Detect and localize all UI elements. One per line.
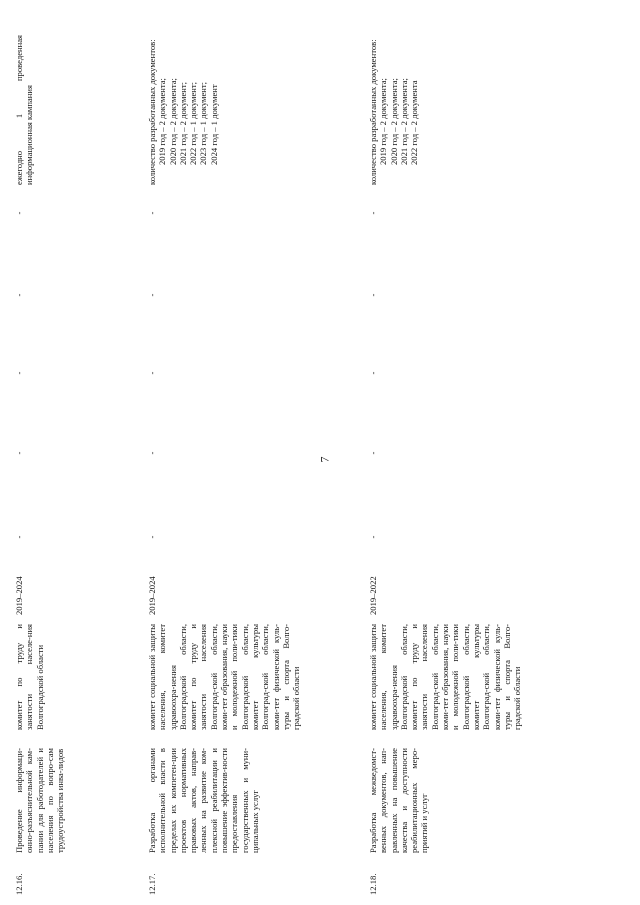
dash-cell: - [147,535,157,539]
executor: комитет социальной защиты населения, комитет здравоохра-нения Волгоградской области, комитет по труду и занятости населения Волгоград-ской области, коми-тет образования, науки и молодежной поли-тики Волгоградской области, комитет культуры Волгоград-ской области, коми-тет физической куль-туры и спорта Волго-градской области [147,624,302,730]
indicator [368,35,419,185]
dash-cell: - [14,535,24,539]
dash-cell: - [368,293,378,297]
term: 2019–2024 [147,576,157,615]
indicator-line: количество разработанных документов: [368,39,378,185]
executor: комитет по труду и занятости населе-ния Волгоградской области [14,624,45,730]
activity-name: Разработка межведомст-венных документов, нап-равленных на повышение качества и доступности реабилитационных меро-приятий и услуг [368,748,430,853]
row-number: 12.18. [368,873,378,895]
activity-name: Разработка органами исполнительной власти в пределах их компетен-ции проектов нормативных правовых актов, направ-ленных на развитие ком-плексной реабилитации и повышение эффектив-ности предоставления государственных и муни-ципальных услуг [147,748,260,853]
executor: комитет социальной защиты населения, комитет здравоохра-нения Волгоградской области, комитет по труду и занятости населения Волгоград-ской области, коми-тет образования, науки и молодежной поли-тики Волгоградской области, комитет культуры Волгоград-ской области, коми-тет физической куль-туры и спорта Волго-градской области [368,624,523,730]
term: 2019–2022 [368,576,378,615]
indicator-line: 2019 год – 2 документа; [157,78,168,165]
dash-cell: - [14,371,24,375]
indicator [14,35,35,185]
dash-cell: - [14,451,24,455]
dash-cell: - [14,293,24,297]
indicator [147,35,219,185]
indicator-line: ежегодно 1 проведенная информационная кампания [14,35,35,185]
indicator-line: 2021 год – 2 документ; [177,81,188,165]
indicator-line: 2023 год – 1 документ; [198,81,209,165]
dash-cell: - [368,371,378,375]
dash-cell: - [147,451,157,455]
dash-cell: - [368,211,378,215]
page-number: 7 [317,456,332,463]
indicator-line: 2022 год – 2 документа [409,80,420,165]
row-number: 12.17. [147,873,157,895]
term: 2019–2024 [14,576,24,615]
dash-cell: - [14,211,24,215]
dash-cell: - [147,211,157,215]
dash-cell: - [147,293,157,297]
dash-cell: - [368,451,378,455]
indicator-line: количество разработанных документов: [147,39,157,185]
indicator-line: 2022 год – 1 документ; [188,81,199,165]
dash-cell: - [147,371,157,375]
dash-cell: - [368,535,378,539]
indicator-line: 2020 год – 2 документа; [167,78,178,165]
indicator-line: 2020 год – 2 документа; [388,78,399,165]
indicator-line: 2024 год – 1 документ [208,84,219,165]
indicator-line: 2021 год – 2 документа; [398,78,409,165]
activity-name: Проведение информаци-онно-разъяснительной кам-пании для работодателей и населения по вопро-сам трудоустройства инва-лидов [14,748,66,853]
indicator-line: 2019 год – 2 документа; [378,78,389,165]
row-number: 12.16. [14,873,24,895]
